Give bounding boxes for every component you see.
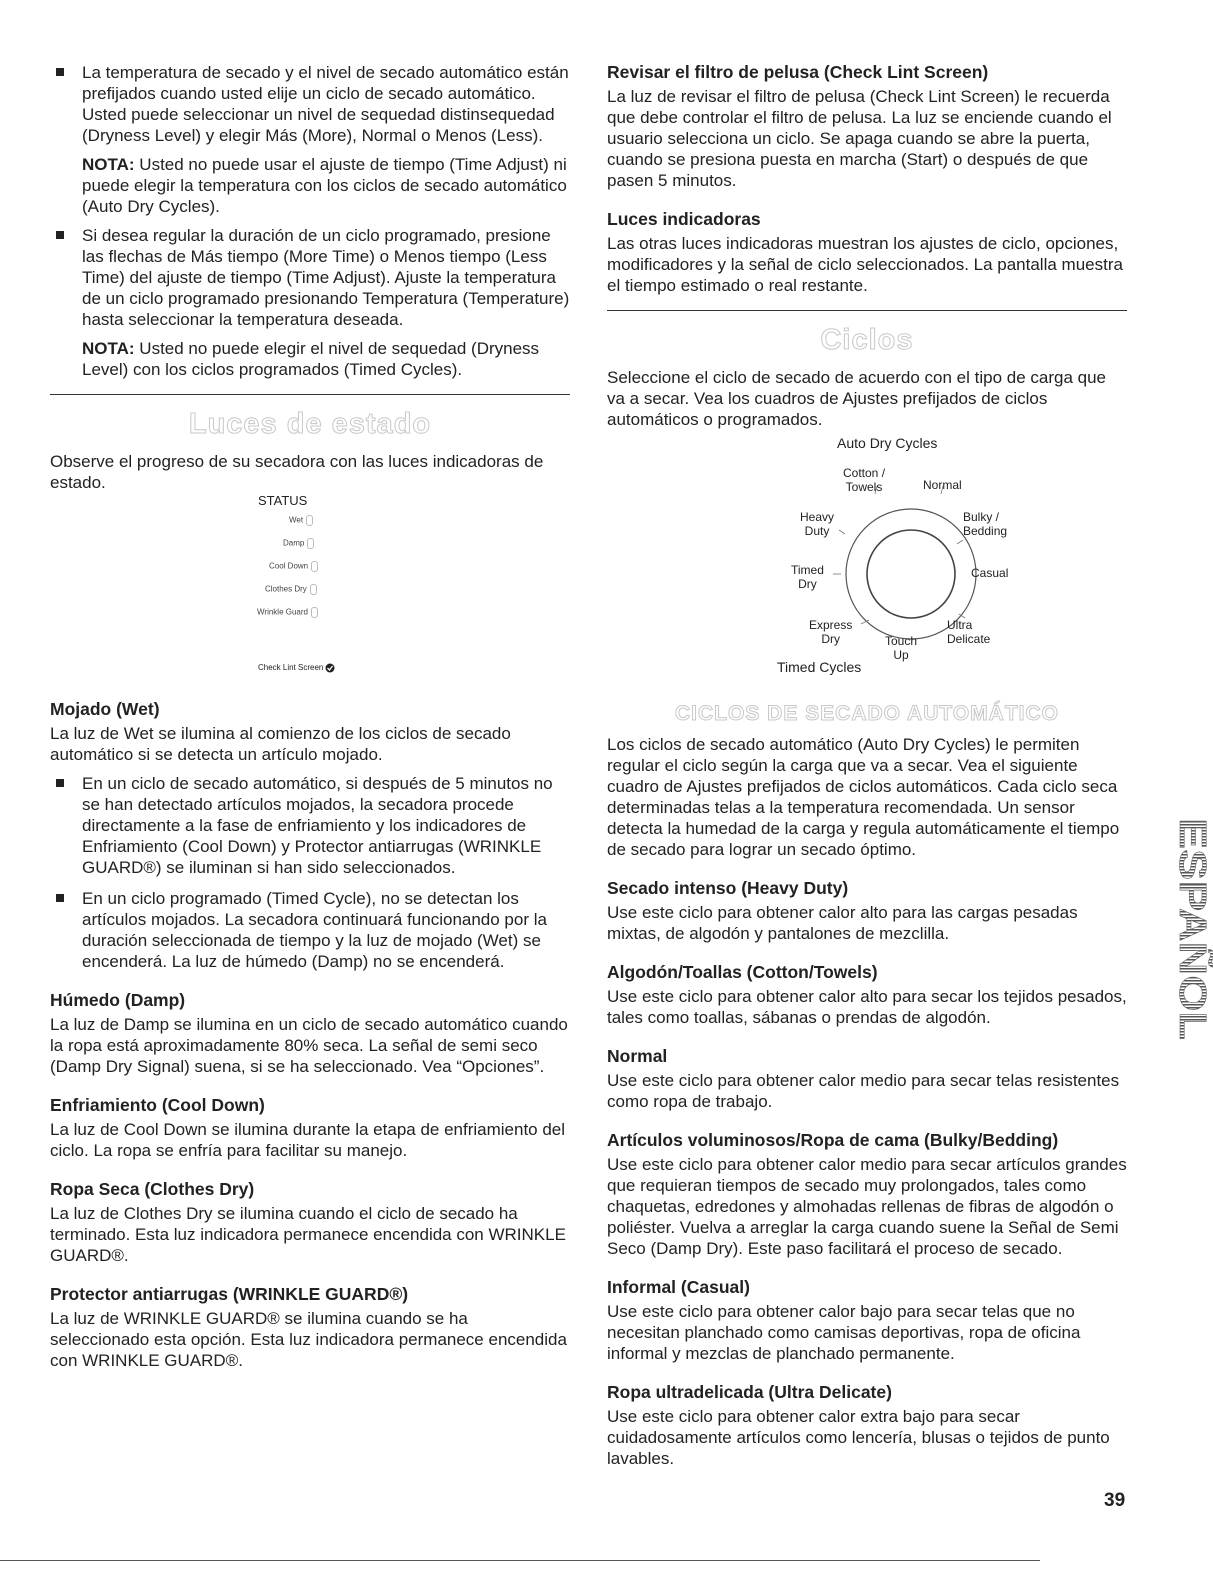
check-lint-text: La luz de revisar el filtro de pelusa (Check Lint Screen) le recuerda que debe controlar el filtro de pelusa. La luz se enciende cuando el usuario selecciona un ciclo. Se apaga cuando se abre la puerta, cuando se presiona puesta en marcha (Start) o después de que pasen 5 minutos. xyxy=(607,87,1112,190)
heading-clothes-dry: Ropa Seca (Clothes Dry) xyxy=(50,1179,255,1199)
auto-dry-cycles-label: Auto Dry Cycles xyxy=(837,435,938,451)
status-cool-down: Cool Down xyxy=(269,561,318,572)
heading-ultra-delicate: Ropa ultradelicada (Ultra Delicate) xyxy=(607,1382,892,1402)
heading-wet: Mojado (Wet) xyxy=(50,699,160,719)
bullet-wet-auto: En un ciclo de secado automático, si después de 5 minutos no se han detectado artículos mojados, la secadora procede directamente a la fase de enfriamiento y los indicadores de Enfriamiento (Cool Down) y Protector antiarrugas (WRINKLE GUARD®) se iluminan si han sido seleccionados. xyxy=(50,773,570,878)
status-wrinkle-guard: Wrinkle Guard xyxy=(257,607,318,618)
heavy-duty-text: Use este ciclo para obtener calor alto para las cargas pesadas mixtas, de algodón y pantalones de mezclilla. xyxy=(607,903,1078,943)
right-column xyxy=(607,58,1127,1469)
ultra-delicate-text: Use este ciclo para obtener calor extra bajo para secar cuidadosamente artículos como lencería, blusas o tejidos de punto lavables. xyxy=(607,1407,1110,1468)
heading-check-lint: Revisar el filtro de pelusa (Check Lint Screen) xyxy=(607,62,989,82)
note-text: Usted no puede usar el ajuste de tiempo (Time Adjust) ni puede elegir la temperatura con los ciclos de secado automático (Auto Dry Cycles). xyxy=(82,155,567,216)
check-icon xyxy=(325,663,335,673)
section-title-cycles: Ciclos xyxy=(820,324,914,356)
dial-bulky-bedding: Bulky / Bedding xyxy=(963,510,1008,538)
led-icon xyxy=(311,607,318,618)
bullet-wet-timed: En un ciclo programado (Timed Cycle), no se detectan los artículos mojados. La secadora continuará funcionando por la duración seleccionada de tiempo y la luz de mojado (Wet) se encenderá. La luz de húmedo (Damp) no se encenderá. xyxy=(50,888,570,972)
status-damp: Damp xyxy=(283,538,314,549)
heading-normal: Normal xyxy=(607,1046,668,1066)
timed-cycles-label: Timed Cycles xyxy=(777,659,862,675)
led-icon xyxy=(311,561,318,572)
espanol-side-tab xyxy=(1150,818,1213,1040)
dial-normal: Normal xyxy=(923,478,962,492)
dial-touch-up: Touch Up xyxy=(885,634,918,662)
status-panel-illustration xyxy=(50,493,570,693)
status-clothes-dry: Clothes Dry xyxy=(265,584,317,595)
section-title-status-lights: Luces de estado xyxy=(188,408,432,440)
damp-text: La luz de Damp se ilumina en un ciclo de secado automático cuando la ropa está aproximadamente 80% seca. La señal de semi seco (Damp Dry Signal) suena, si se ha seleccionado. Vea “Opciones”. xyxy=(50,1015,568,1076)
heading-cool-down: Enfriamiento (Cool Down) xyxy=(50,1095,265,1115)
heading-indicator-lights: Luces indicadoras xyxy=(607,209,761,229)
heading-bulky-bedding: Artículos voluminosos/Ropa de cama (Bulky/Bedding) xyxy=(607,1130,1059,1150)
note-label: NOTA: xyxy=(82,339,135,358)
clothes-dry-text: La luz de Clothes Dry se ilumina cuando el ciclo de secado ha terminado. Esta luz indicadora permanece encendida con WRINKLE GUARD®. xyxy=(50,1204,566,1265)
cycles-intro: Seleccione el ciclo de secado de acuerdo con el tipo de carga que va a secar. Vea los cuadros de Ajustes prefijados de ciclos automáticos o programados. xyxy=(607,368,1107,429)
dial-ultra-delicate: Ultra Delicate xyxy=(947,618,991,646)
divider xyxy=(50,394,570,395)
wrinkle-guard-text: La luz de WRINKLE GUARD® se ilumina cuando se ha seleccionado esta opción. Esta luz indicadora permanece encendida con WRINKLE GUARD®. xyxy=(50,1309,567,1370)
status-intro: Observe el progreso de su secadora con las luces indicadoras de estado. xyxy=(50,452,544,492)
bullet-timed-cycle: Si desea regular la duración de un ciclo programado, presione las flechas de Más tiempo (More Time) o Menos tiempo (Less Time) del ajuste de tiempo (Time Adjust). Ajuste la temperatura de un ciclo programado presionando Temperatura (Temperature) hasta seleccionar la temperatura deseada. xyxy=(50,225,570,330)
indicator-lights-text: Las otras luces indicadoras muestran los ajustes de ciclo, opciones, modificadores y la señal de ciclo seleccionados. La pantalla muestra el tiempo estimado o real restante. xyxy=(607,234,1123,295)
left-column xyxy=(50,58,570,1371)
bulky-bedding-text: Use este ciclo para obtener calor medio para secar artículos grandes que requieran tiempos de secado muy prolongados, tales como chaquetas, edredones y almohadas rellenas de fibras de algodón o poliéster. Vuelva a arreglar la carga cuando suene la Señal de Semi Seco (Damp Dry). Este paso facilitará el proceso de secado. xyxy=(607,1155,1127,1258)
dial-cotton-towels: Cotton / Towels xyxy=(843,466,886,494)
heading-casual: Informal (Casual) xyxy=(607,1277,750,1297)
heading-heavy-duty: Secado intenso (Heavy Duty) xyxy=(607,878,849,898)
note-label: NOTA: xyxy=(82,155,135,174)
note-text: Usted no puede elegir el nivel de sequedad (Dryness Level) con los ciclos programados (Timed Cycles). xyxy=(82,339,540,379)
led-icon xyxy=(306,515,313,526)
section-title-auto-dry-cycles: CICLOS DE SECADO AUTOMÁTICO xyxy=(674,702,1059,725)
bullet-auto-preset: La temperatura de secado y el nivel de secado automático están prefijados cuando usted elije un ciclo de secado automático. Usted puede seleccionar un nivel de sequedad distinsequedad (Dryness Level) y elegir Más (More), Normal o Menos (Less). xyxy=(50,62,570,146)
wet-text: La luz de Wet se ilumina al comienzo de los ciclos de secado automático si se detecta un artículo mojado. xyxy=(50,724,511,764)
heading-wrinkle-guard: Protector antiarrugas (WRINKLE GUARD®) xyxy=(50,1284,409,1304)
page-number: 39 xyxy=(1104,1490,1126,1511)
bottom-rule xyxy=(0,1560,1040,1561)
cotton-towels-text: Use este ciclo para obtener calor alto para secar los tejidos pesados, tales como toallas, sábanas o prendas de algodón. xyxy=(607,987,1127,1027)
cool-down-text: La luz de Cool Down se ilumina durante la etapa de enfriamiento del ciclo. La ropa se enfría para facilitar su manejo. xyxy=(50,1120,566,1160)
normal-text: Use este ciclo para obtener calor medio para secar telas resistentes como ropa de trabajo. xyxy=(607,1071,1120,1111)
auto-dry-text: Los ciclos de secado automático (Auto Dry Cycles) le permiten regular el ciclo según la carga que va a secar. Vea el siguiente cuadro de Ajustes prefijados de ciclos automáticos. Cada ciclo seca determinadas telas a la temperatura recomendada. Un sensor detecta la humedad de la carga y regula automáticamente el tiempo de secado para lograr un secado óptimo. xyxy=(607,735,1120,859)
cycle-dial-illustration xyxy=(607,430,1127,680)
check-lint-screen-indicator: Check Lint Screen xyxy=(258,663,335,673)
dial-casual: Casual xyxy=(971,566,1009,580)
status-wet: Wet xyxy=(289,515,313,526)
led-icon xyxy=(307,538,314,549)
dial-timed-dry: Timed Dry xyxy=(791,563,824,591)
dial-heavy-duty: Heavy Duty xyxy=(800,510,835,538)
led-icon xyxy=(310,584,317,595)
dial-express-dry: Express Dry xyxy=(809,618,853,646)
heading-damp: Húmedo (Damp) xyxy=(50,990,186,1010)
espanol-tab-text: ESPAÑOL xyxy=(1171,818,1213,999)
divider xyxy=(607,310,1127,311)
note-dryness xyxy=(50,338,570,380)
heading-cotton-towels: Algodón/Toallas (Cotton/Towels) xyxy=(607,962,878,982)
casual-text: Use este ciclo para obtener calor bajo para secar telas que no necesitan planchado como camisas deportivas, ropa de oficina informal y mezclas de planchado permanente. xyxy=(607,1302,1081,1363)
status-title: STATUS xyxy=(258,493,308,508)
note-time-adjust xyxy=(50,154,570,217)
